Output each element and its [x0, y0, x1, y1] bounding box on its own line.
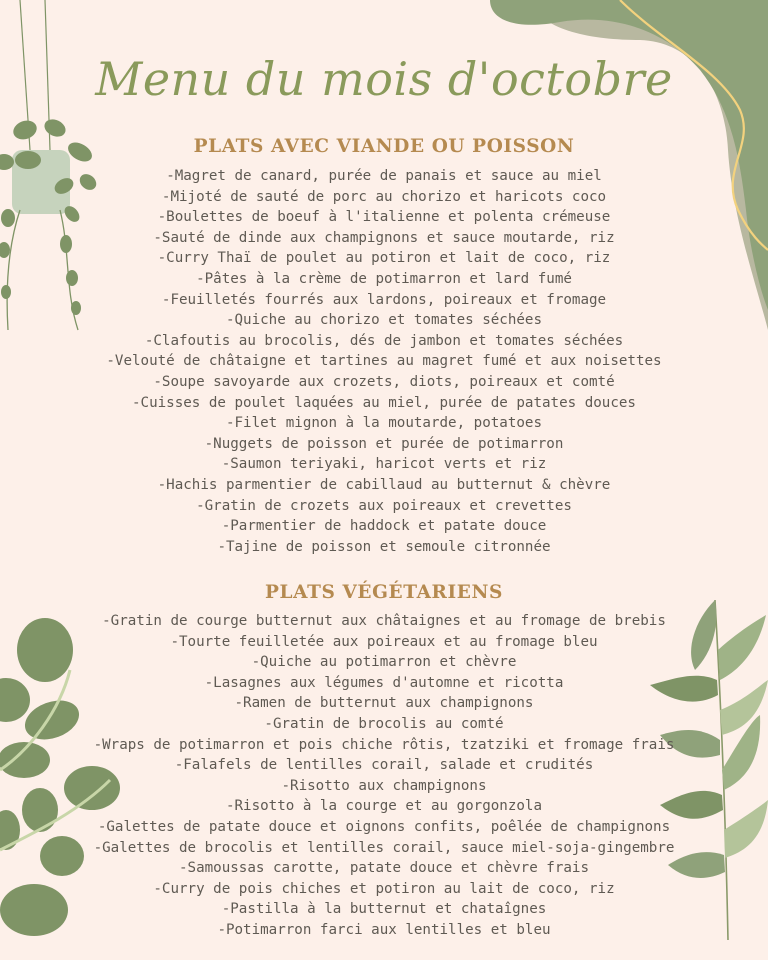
dish-item: -Curry de pois chiches et potiron au lait de coco, riz — [153, 880, 615, 897]
dish-item: -Gratin de brocolis au comté — [264, 715, 504, 732]
dish-item: -Feuilletés fourrés aux lardons, poireaux et fromage — [161, 291, 607, 308]
dish-item: -Velouté de châtaigne et tartines au magret fumé et aux noisettes — [106, 353, 662, 370]
dish-item: -Cuisses de poulet laquées au miel, purée de patates douces — [132, 394, 636, 411]
vegetarian-dish-list — [0, 611, 768, 941]
dish-item: -Curry Thaï de poulet au potiron et lait de coco, riz — [157, 250, 611, 267]
dish-item: -Lasagnes aux légumes d'automne et ricotta — [204, 674, 564, 691]
dish-item: -Gratin de courge butternut aux châtaignes et au fromage de brebis — [102, 613, 666, 629]
dish-item: -Boulettes de boeuf à l'italienne et polenta crémeuse — [157, 209, 611, 226]
dish-item: -Samoussas carotte, patate douce et chèvre frais — [179, 860, 589, 877]
dish-item: -Mijoté de sauté de porc au chorizo et haricots coco — [161, 188, 607, 205]
dish-item: -Risotto à la courge et au gorgonzola — [225, 798, 543, 815]
dish-item: -Wraps de potimarron et pois chiche rôtis, tzatziki et fromage frais — [93, 736, 675, 753]
section-heading-meat-fish: PLATS AVEC VIANDE OU POISSON — [193, 136, 575, 157]
section-heading-vegetarian: PLATS VÉGÉTARIENS — [265, 582, 503, 603]
dish-item: -Quiche au chorizo et tomates séchées — [225, 312, 543, 329]
meat-fish-dish-list — [0, 166, 768, 557]
dish-item: -Potimarron farci aux lentilles et bleu — [217, 921, 551, 938]
dish-item: -Magret de canard, purée de panais et sauce au miel — [166, 168, 602, 184]
dish-item: -Tourte feuilletée aux poireaux et au fromage bleu — [170, 633, 598, 650]
dish-item: -Parmentier de haddock et patate douce — [221, 518, 547, 535]
dish-item: -Soupe savoyarde aux crozets, diots, poireaux et comté — [153, 373, 615, 390]
dish-item: -Pâtes à la crème de potimarron et lard fumé — [196, 270, 572, 287]
dish-item: -Filet mignon à la moutarde, potatoes — [225, 415, 543, 432]
dish-item: -Galettes de patate douce et oignons confits, poêlée de champignons — [97, 818, 671, 835]
dish-item: -Ramen de butternut aux champignons — [234, 695, 534, 712]
dish-item: -Gratin de crozets aux poireaux et crevettes — [196, 497, 572, 514]
dish-item: -Pastilla à la butternut et chataîgnes — [221, 901, 547, 918]
dish-item: -Risotto aux champignons — [281, 777, 487, 794]
dish-item: -Tajine de poisson et semoule citronnée — [217, 538, 551, 555]
dish-item: -Galettes de brocolis et lentilles corail, sauce miel-soja-gingembre — [93, 839, 675, 856]
menu-title: Menu du mois d'octobre — [95, 52, 673, 106]
dish-item: -Nuggets de poisson et purée de potimarron — [204, 435, 564, 452]
dish-item: -Quiche au potimarron et chèvre — [251, 654, 517, 671]
dish-item: -Falafels de lentilles corail, salade et crudités — [174, 757, 594, 774]
dish-item: -Clafoutis au brocolis, dés de jambon et tomates séchées — [144, 332, 624, 349]
dish-item: -Saumon teriyaki, haricot verts et riz — [221, 456, 547, 473]
dish-item: -Hachis parmentier de cabillaud au butternut & chèvre — [157, 476, 611, 493]
dish-item: -Sauté de dinde aux champignons et sauce moutarde, riz — [153, 229, 615, 246]
